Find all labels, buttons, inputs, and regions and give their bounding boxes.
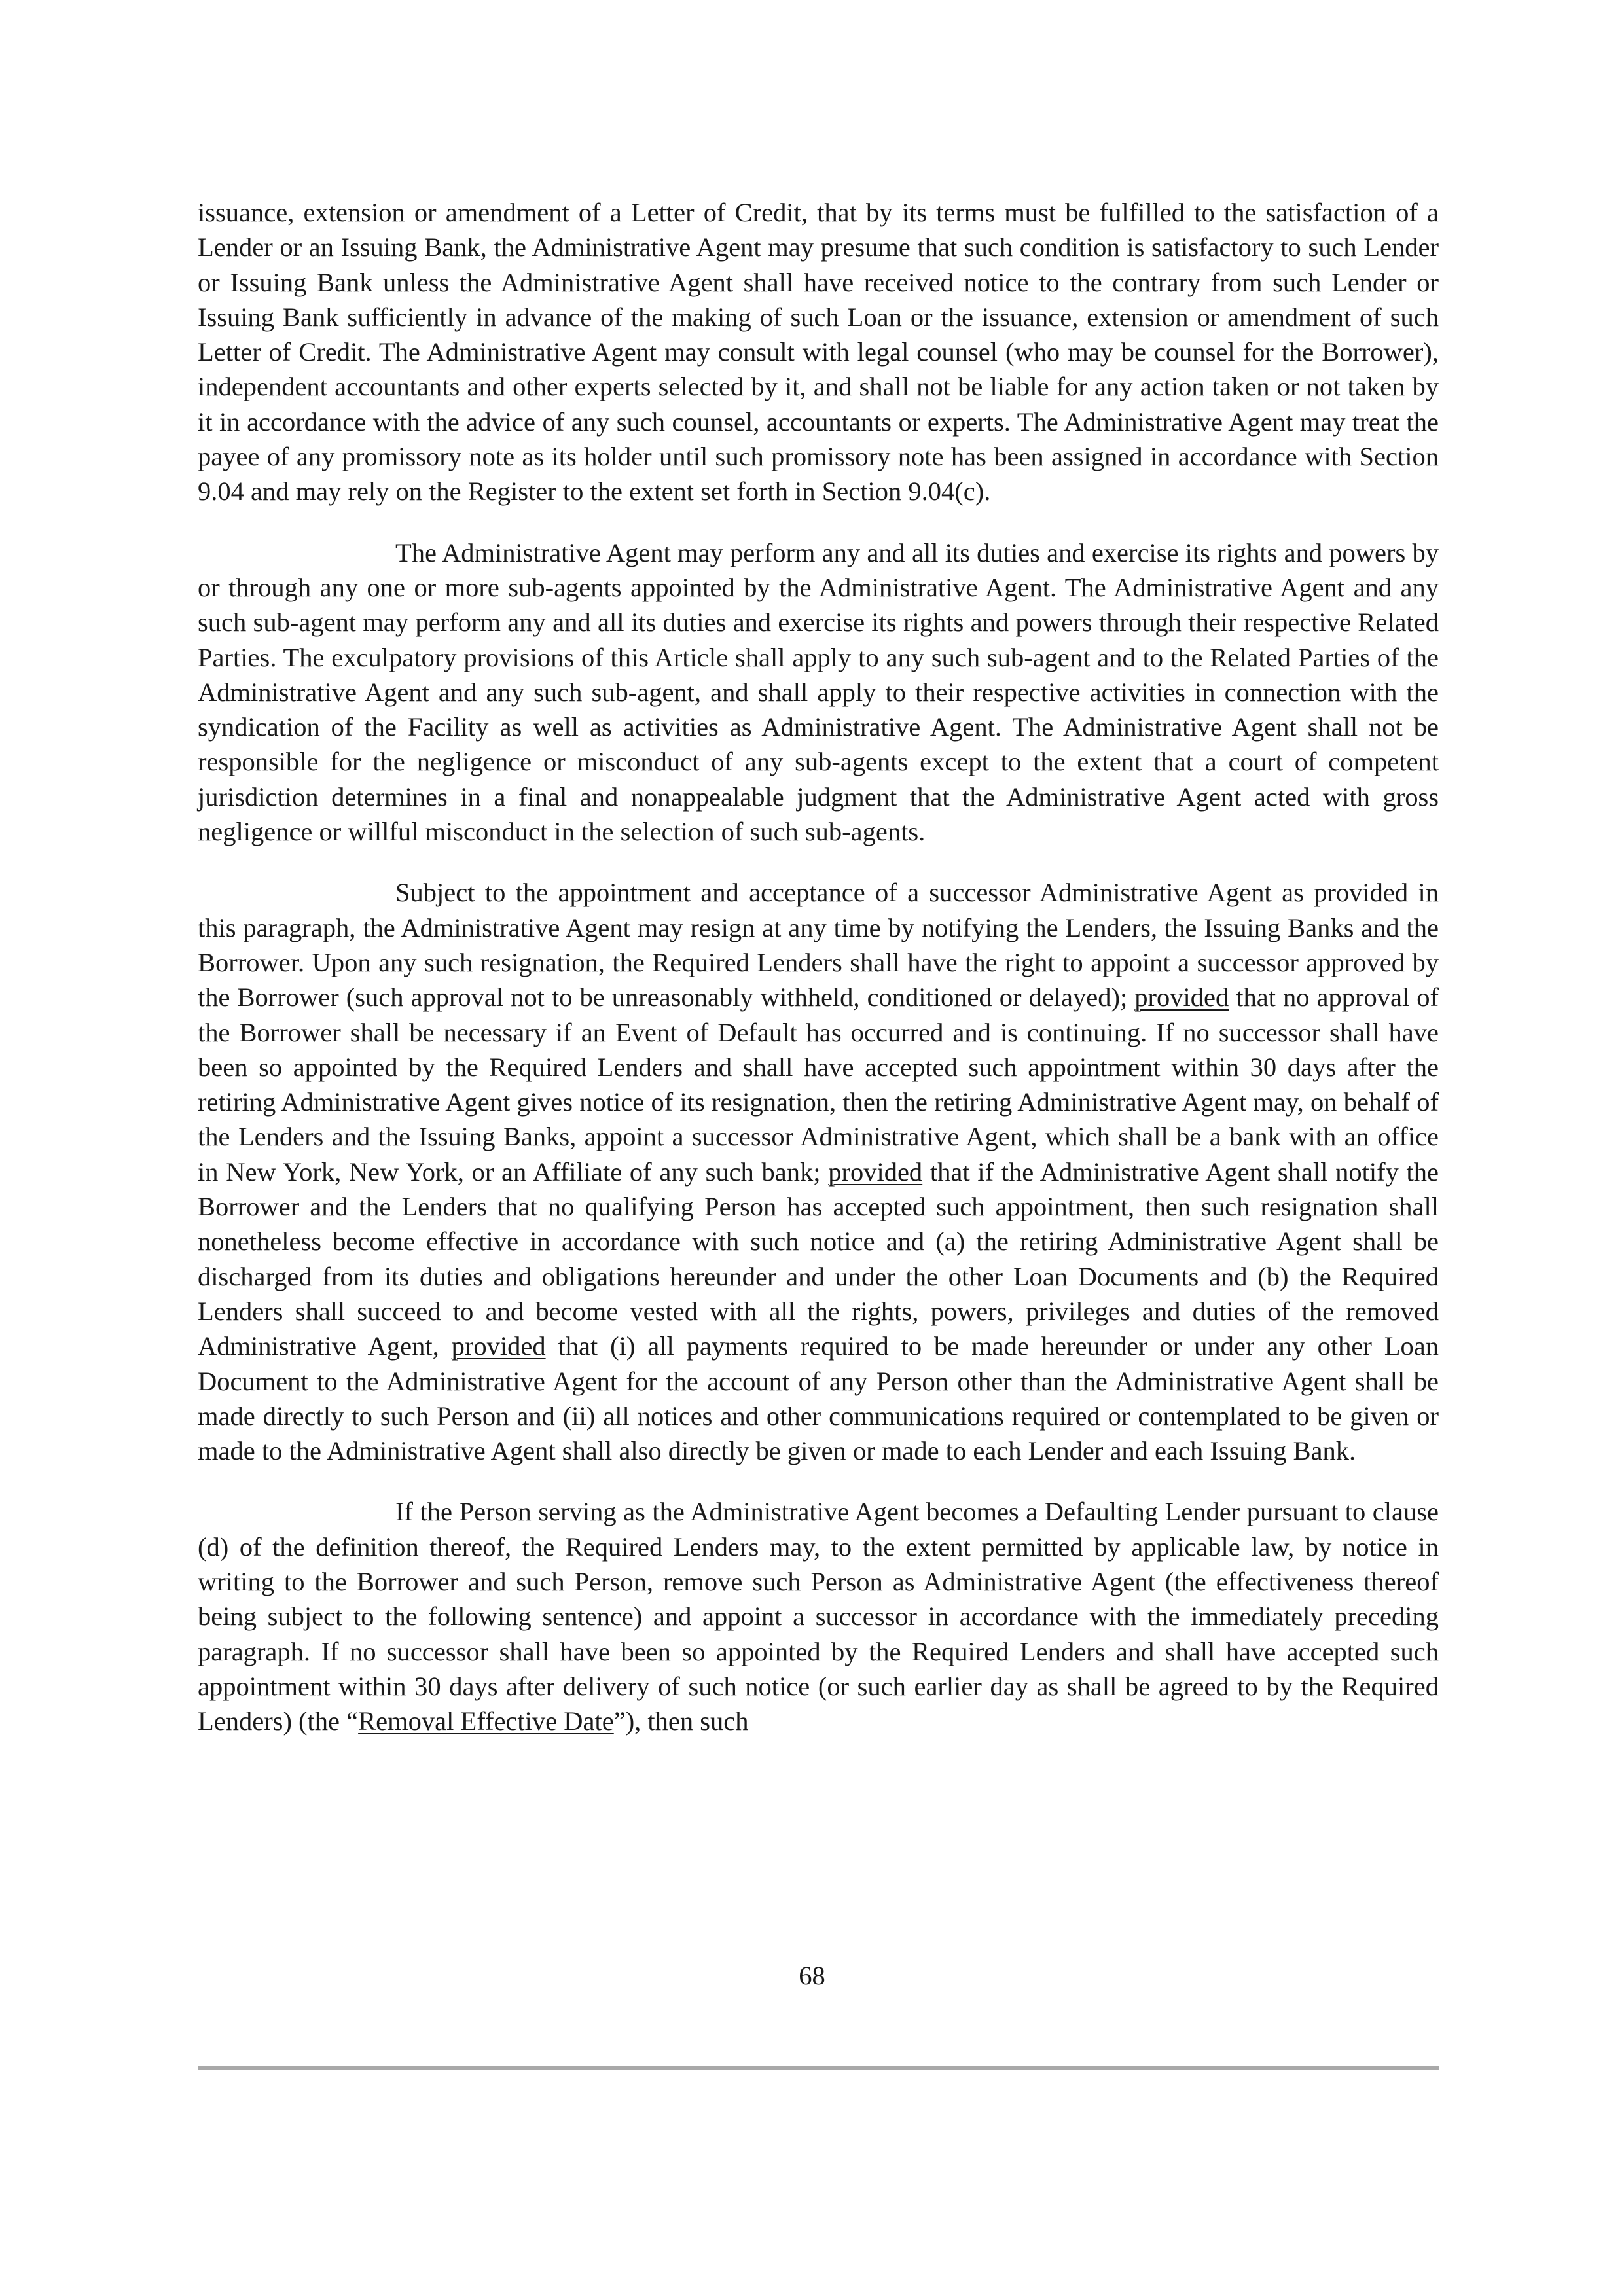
body-paragraph bbox=[198, 195, 1439, 509]
footer-divider bbox=[198, 2066, 1439, 2070]
underlined-term: provided bbox=[1134, 982, 1229, 1013]
paragraph-text: that (i) all payments required to be made hereunder or under any other Loan Document to the Administrative Agent for the account of any Person other than the Administrative Agent shall be made directly to such Person and (ii) all notices and other communications required or contemplated to be given or made to the Administrative Agent shall also directly be given or made to each Lender and each Issuing Bank. bbox=[198, 1331, 1439, 1466]
underlined-term: provided bbox=[451, 1331, 546, 1361]
body-paragraph bbox=[198, 535, 1439, 850]
paragraph-text: that if the Administrative Agent shall notify the Borrower and the Lenders that no qualifying Person has accepted such appointment, then such resignation shall nonetheless become effective in accordance with such notice and (a) the retiring Administrative Agent shall be discharged from its duties and obligations hereunder and under the other Loan Documents and (b) the Required Lenders shall succeed to and become vested with all the rights, powers, privileges and duties of the removed Administrative Agent, bbox=[198, 1157, 1439, 1361]
underlined-term: provided bbox=[828, 1157, 923, 1187]
body-paragraph bbox=[198, 1494, 1439, 1738]
paragraph-text: Subject to the appointment and acceptance of a successor Administrative Agent as provided in this paragraph, the Administrative Agent may resign at any time by notifying the Lenders, the Issuing Banks and the Borrower. Upon any such resignation, the Required Lenders shall have the right to appoint a successor approved by the Borrower (such approval not to be unreasonably withheld, conditioned or delayed); bbox=[198, 878, 1439, 1013]
underlined-term: Removal Effective Date bbox=[358, 1706, 614, 1736]
paragraph-text: If the Person serving as the Administrative Agent becomes a Defaulting Lender pursuant to clause (d) of the definition thereof, the Required Lenders may, to the extent permitted by applicable law, by notice in writing to the Borrower and such Person, remove such Person as Administrative Agent (the effectiveness thereof being subject to the following sentence) and appoint a successor in accordance with the immediately preceding paragraph. If no successor shall have been so appointed by the Required Lenders and shall have accepted such appointment within 30 days after delivery of such notice (or such earlier day as shall be agreed to by the Required Lenders) (the “ bbox=[198, 1497, 1439, 1736]
body-paragraph bbox=[198, 875, 1439, 1468]
paragraph-text: The Administrative Agent may perform any and all its duties and exercise its rights and powers by or through any one or more sub-agents appointed by the Administrative Agent. The Administrative Agent and any such sub-agent may perform any and all its duties and exercise its rights and powers through their respective Related Parties. The exculpatory provisions of this Article shall apply to any such sub-agent and to the Related Parties of the Administrative Agent and any such sub-agent, and shall apply to their respective activities in connection with the syndication of the Facility as well as activities as Administrative Agent. The Administrative Agent shall not be responsible for the negligence or misconduct of any sub-agents except to the extent that a court of competent jurisdiction determines in a final and nonappealable judgment that the Administrative Agent acted with gross negligence or willful misconduct in the selection of such sub-agents. bbox=[198, 537, 1439, 847]
paragraph-text: that no approval of the Borrower shall be necessary if an Event of Default has occurred and is continuing. If no successor shall have been so appointed by the Required Lenders and shall have accepted such appointment within 30 days after the retiring Administrative Agent gives notice of its resignation, then the retiring Administrative Agent may, on behalf of the Lenders and the Issuing Banks, appoint a successor Administrative Agent, which shall be a bank with an office in New York, New York, or an Affiliate of any such bank; bbox=[198, 982, 1439, 1187]
document-body bbox=[198, 195, 1439, 1738]
paragraph-text: issuance, extension or amendment of a Letter of Credit, that by its terms must be fulfilled to the satisfaction of a Lender or an Issuing Bank, the Administrative Agent may presume that such condition is satisfactory to such Lender or Issuing Bank unless the Administrative Agent shall have received notice to the contrary from such Lender or Issuing Bank sufficiently in advance of the making of such Loan or the issuance, extension or amendment of such Letter of Credit. The Administrative Agent may consult with legal counsel (who may be counsel for the Borrower), independent accountants and other experts selected by it, and shall not be liable for any action taken or not taken by it in accordance with the advice of any such counsel, accountants or experts. The Administrative Agent may treat the payee of any promissory note as its holder until such promissory note has been assigned in accordance with Section 9.04 and may rely on the Register to the extent set forth in Section 9.04(c). bbox=[198, 198, 1439, 507]
page-number: 68 bbox=[799, 1961, 825, 1990]
paragraph-text: ”), then such bbox=[613, 1706, 749, 1736]
